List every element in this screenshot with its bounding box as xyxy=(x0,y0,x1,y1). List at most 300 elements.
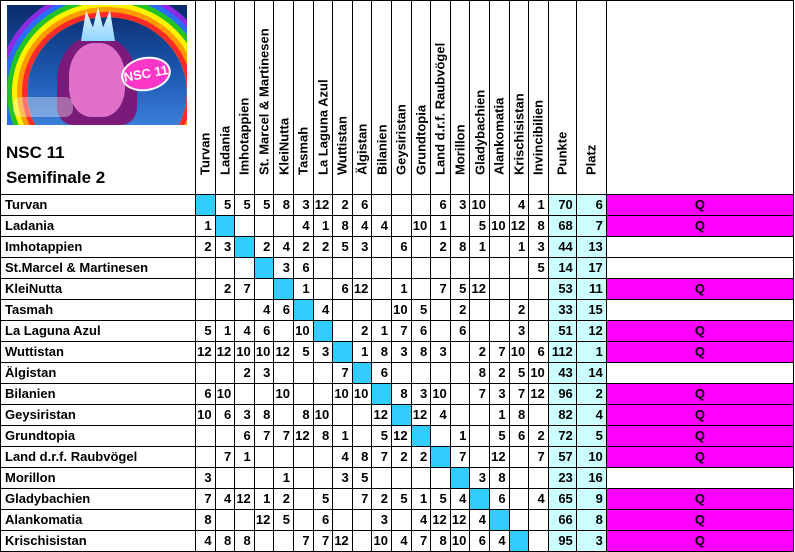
punkte-cell: 112 xyxy=(549,342,577,363)
vote-cell: 6 xyxy=(353,195,373,216)
vote-cell: 1 xyxy=(392,279,412,300)
vote-cell xyxy=(294,489,314,510)
vote-cell: 4 xyxy=(255,300,275,321)
punkte-cell: 43 xyxy=(549,363,577,384)
platz-cell: 2 xyxy=(577,384,607,405)
face-graphic xyxy=(69,43,125,117)
column-header xyxy=(372,0,392,195)
vote-cell xyxy=(372,195,392,216)
vote-cell: 12 xyxy=(274,342,294,363)
column-header-label: Alankomatia xyxy=(491,97,507,175)
vote-cell xyxy=(274,447,294,468)
platz-cell: 1 xyxy=(577,342,607,363)
punkte-cell: 44 xyxy=(549,237,577,258)
vote-cell: 4 xyxy=(216,489,236,510)
vote-cell: 8 xyxy=(490,468,510,489)
column-header xyxy=(412,0,432,195)
diagonal-cell xyxy=(333,342,353,363)
vote-cell: 3 xyxy=(372,510,392,531)
punkte-cell: 57 xyxy=(549,447,577,468)
column-header-label: La Laguna Azul xyxy=(315,79,331,175)
punkte-cell: 82 xyxy=(549,405,577,426)
diagonal-cell xyxy=(510,531,530,552)
row-country-name: Alankomatia xyxy=(0,510,196,531)
vote-cell xyxy=(470,321,490,342)
column-header-label: Tasmah xyxy=(295,126,311,175)
vote-cell xyxy=(431,300,451,321)
punkte-cell: 96 xyxy=(549,384,577,405)
vote-cell xyxy=(451,363,471,384)
vote-cell: 2 xyxy=(255,237,275,258)
row-country-name: Land d.r.f. Raubvögel xyxy=(0,447,196,468)
vote-cell: 3 xyxy=(490,384,510,405)
vote-cell: 8 xyxy=(294,405,314,426)
vote-cell: 4 xyxy=(294,216,314,237)
platz-cell: 16 xyxy=(577,468,607,489)
vote-cell: 5 xyxy=(333,237,353,258)
vote-cell xyxy=(314,468,334,489)
vote-cell: 6 xyxy=(510,426,530,447)
row-country-name: La Laguna Azul xyxy=(0,321,196,342)
vote-cell: 5 xyxy=(510,363,530,384)
vote-cell xyxy=(372,279,392,300)
vote-cell: 4 xyxy=(431,405,451,426)
vote-cell: 7 xyxy=(216,447,236,468)
vote-cell: 10 xyxy=(412,216,432,237)
vote-cell xyxy=(529,405,549,426)
vote-cell xyxy=(333,405,353,426)
vote-cell: 1 xyxy=(490,405,510,426)
qualified-badge: Q xyxy=(607,384,794,405)
vote-cell: 8 xyxy=(470,363,490,384)
vote-cell: 2 xyxy=(372,489,392,510)
vote-cell: 8 xyxy=(353,447,373,468)
vote-cell: 2 xyxy=(510,300,530,321)
platz-cell: 4 xyxy=(577,405,607,426)
vote-cell: 7 xyxy=(412,531,432,552)
vote-cell: 3 xyxy=(294,195,314,216)
vote-cell xyxy=(392,363,412,384)
vote-cell: 6 xyxy=(470,531,490,552)
vote-cell: 12 xyxy=(333,531,353,552)
vote-cell: 1 xyxy=(529,195,549,216)
qualified-badge xyxy=(607,468,794,489)
vote-cell xyxy=(529,279,549,300)
vote-cell: 2 xyxy=(451,300,471,321)
vote-cell: 3 xyxy=(274,258,294,279)
vote-cell xyxy=(333,489,353,510)
punkte-cell: 53 xyxy=(549,279,577,300)
vote-cell: 8 xyxy=(196,510,216,531)
vote-cell: 7 xyxy=(235,279,255,300)
vote-cell: 10 xyxy=(196,405,216,426)
vote-cell: 8 xyxy=(412,342,432,363)
row-country-name: Krischisistan xyxy=(0,531,196,552)
vote-cell: 5 xyxy=(255,195,275,216)
punkte-header-label: Punkte xyxy=(554,131,570,175)
qualified-badge: Q xyxy=(607,342,794,363)
vote-cell: 3 xyxy=(353,237,373,258)
column-header-label: Bilanien xyxy=(374,124,390,175)
vote-cell: 6 xyxy=(294,258,314,279)
vote-cell: 1 xyxy=(470,237,490,258)
vote-cell: 12 xyxy=(490,447,510,468)
vote-cell: 12 xyxy=(196,342,216,363)
vote-cell: 10 xyxy=(470,195,490,216)
qualified-badge: Q xyxy=(607,510,794,531)
column-header xyxy=(353,0,373,195)
punkte-cell: 66 xyxy=(549,510,577,531)
vote-cell: 3 xyxy=(255,363,275,384)
vote-cell xyxy=(451,384,471,405)
vote-cell: 5 xyxy=(470,216,490,237)
vote-cell: 5 xyxy=(451,279,471,300)
vote-cell: 7 xyxy=(372,447,392,468)
vote-cell xyxy=(470,426,490,447)
vote-cell xyxy=(216,510,236,531)
vote-cell: 3 xyxy=(470,468,490,489)
vote-cell: 4 xyxy=(235,321,255,342)
platz-cell: 8 xyxy=(577,510,607,531)
vote-cell xyxy=(451,258,471,279)
vote-cell: 7 xyxy=(490,342,510,363)
vote-cell: 7 xyxy=(470,384,490,405)
vote-cell: 10 xyxy=(490,216,510,237)
vote-cell: 10 xyxy=(392,300,412,321)
column-header xyxy=(294,0,314,195)
vote-cell: 2 xyxy=(353,321,373,342)
platz-cell: 5 xyxy=(577,426,607,447)
qualified-badge: Q xyxy=(607,216,794,237)
platz-cell: 14 xyxy=(577,363,607,384)
vote-cell: 6 xyxy=(412,321,432,342)
column-header xyxy=(314,0,334,195)
vote-cell: 2 xyxy=(529,426,549,447)
vote-cell xyxy=(510,510,530,531)
punkte-cell: 65 xyxy=(549,489,577,510)
vote-cell xyxy=(412,195,432,216)
vote-cell xyxy=(529,300,549,321)
qualified-badge: Q xyxy=(607,195,794,216)
diagonal-cell xyxy=(353,363,373,384)
vote-cell xyxy=(274,216,294,237)
vote-cell xyxy=(196,447,216,468)
vote-cell: 12 xyxy=(510,216,530,237)
vote-cell: 10 xyxy=(333,384,353,405)
vote-cell xyxy=(314,447,334,468)
vote-cell: 5 xyxy=(392,489,412,510)
vote-cell xyxy=(255,531,275,552)
vote-cell xyxy=(470,405,490,426)
vote-cell: 5 xyxy=(412,300,432,321)
vote-cell: 1 xyxy=(216,321,236,342)
vote-cell: 1 xyxy=(314,216,334,237)
row-country-name: Gladybachien xyxy=(0,489,196,510)
vote-cell xyxy=(490,237,510,258)
vote-cell: 5 xyxy=(372,426,392,447)
vote-cell xyxy=(510,489,530,510)
platz-cell: 9 xyxy=(577,489,607,510)
logo-badge: NSC 11 xyxy=(118,53,173,95)
column-header xyxy=(392,0,412,195)
vote-cell xyxy=(353,405,373,426)
vote-cell xyxy=(196,300,216,321)
column-header-label: Grundtopia xyxy=(413,104,429,175)
vote-cell: 10 xyxy=(510,342,530,363)
vote-cell: 4 xyxy=(372,216,392,237)
column-header-label: Land d.r.f. Raubvögel xyxy=(432,42,448,175)
column-header-label: Ladania xyxy=(217,125,233,175)
vote-cell xyxy=(412,468,432,489)
vote-cell: 8 xyxy=(431,531,451,552)
vote-cell xyxy=(529,531,549,552)
vote-cell xyxy=(255,384,275,405)
vote-cell: 3 xyxy=(216,237,236,258)
vote-cell: 6 xyxy=(314,510,334,531)
vote-cell: 7 xyxy=(392,321,412,342)
vote-cell xyxy=(294,468,314,489)
vote-cell xyxy=(274,363,294,384)
vote-cell xyxy=(294,510,314,531)
vote-cell: 3 xyxy=(392,342,412,363)
diagonal-cell xyxy=(372,384,392,405)
vote-cell xyxy=(510,258,530,279)
punkte-cell: 23 xyxy=(549,468,577,489)
vote-cell: 8 xyxy=(274,195,294,216)
vote-cell: 8 xyxy=(333,216,353,237)
vote-cell: 3 xyxy=(451,195,471,216)
scribble-graphic xyxy=(13,97,73,117)
vote-cell: 10 xyxy=(529,363,549,384)
vote-cell: 1 xyxy=(510,237,530,258)
vote-cell xyxy=(255,468,275,489)
vote-cell xyxy=(353,531,373,552)
column-header-label: Krischisistan xyxy=(511,93,527,175)
vote-cell xyxy=(255,216,275,237)
vote-cell: 10 xyxy=(216,384,236,405)
vote-cell: 1 xyxy=(451,426,471,447)
qualified-badge: Q xyxy=(607,531,794,552)
column-header xyxy=(490,0,510,195)
vote-cell xyxy=(235,216,255,237)
vote-cell: 2 xyxy=(392,447,412,468)
vote-cell xyxy=(529,321,549,342)
vote-cell: 7 xyxy=(196,489,216,510)
vote-cell: 1 xyxy=(353,342,373,363)
vote-cell xyxy=(451,342,471,363)
vote-cell: 4 xyxy=(412,510,432,531)
vote-cell: 1 xyxy=(255,489,275,510)
column-header-label: KleiNutta xyxy=(276,117,292,175)
vote-cell: 5 xyxy=(490,426,510,447)
vote-cell xyxy=(235,510,255,531)
row-country-name: Grundtopia xyxy=(0,426,196,447)
vote-cell: 6 xyxy=(216,405,236,426)
vote-cell xyxy=(372,237,392,258)
punkte-header xyxy=(549,0,577,195)
punkte-cell: 14 xyxy=(549,258,577,279)
vote-cell: 12 xyxy=(392,426,412,447)
vote-cell: 6 xyxy=(235,426,255,447)
vote-cell xyxy=(274,531,294,552)
vote-cell: 6 xyxy=(372,363,392,384)
vote-cell: 10 xyxy=(255,342,275,363)
vote-cell: 1 xyxy=(294,279,314,300)
vote-cell: 7 xyxy=(510,384,530,405)
vote-cell: 5 xyxy=(431,489,451,510)
vote-cell xyxy=(490,300,510,321)
column-header-label: St. Marcel & Martinesen xyxy=(256,28,272,175)
vote-cell: 10 xyxy=(235,342,255,363)
vote-cell: 1 xyxy=(372,321,392,342)
row-country-name: Bilanien xyxy=(0,384,196,405)
vote-cell: 10 xyxy=(314,405,334,426)
vote-cell xyxy=(216,426,236,447)
vote-cell xyxy=(235,258,255,279)
vote-cell xyxy=(529,468,549,489)
punkte-cell: 33 xyxy=(549,300,577,321)
diagonal-cell xyxy=(255,258,275,279)
vote-cell: 2 xyxy=(490,363,510,384)
vote-cell: 12 xyxy=(431,510,451,531)
vote-cell: 3 xyxy=(333,468,353,489)
vote-cell xyxy=(392,216,412,237)
vote-cell xyxy=(372,468,392,489)
vote-cell xyxy=(470,258,490,279)
title-box xyxy=(0,0,196,195)
vote-cell: 8 xyxy=(235,531,255,552)
vote-cell: 12 xyxy=(372,405,392,426)
vote-cell: 6 xyxy=(333,279,353,300)
crown-graphic xyxy=(81,7,115,41)
vote-cell xyxy=(216,468,236,489)
vote-cell: 7 xyxy=(529,447,549,468)
vote-cell xyxy=(372,300,392,321)
vote-cell xyxy=(294,384,314,405)
vote-cell xyxy=(333,300,353,321)
page-title: NSC 11 xyxy=(6,143,65,162)
vote-cell xyxy=(392,195,412,216)
vote-cell xyxy=(490,258,510,279)
vote-cell: 8 xyxy=(451,237,471,258)
vote-cell: 4 xyxy=(353,216,373,237)
qualified-badge xyxy=(607,300,794,321)
vote-cell xyxy=(353,426,373,447)
vote-cell: 12 xyxy=(529,384,549,405)
vote-cell xyxy=(470,447,490,468)
column-header xyxy=(235,0,255,195)
vote-cell: 10 xyxy=(431,384,451,405)
row-country-name: Wuttistan xyxy=(0,342,196,363)
vote-cell: 5 xyxy=(294,342,314,363)
vote-cell xyxy=(392,468,412,489)
vote-cell xyxy=(216,300,236,321)
vote-cell: 4 xyxy=(470,510,490,531)
vote-cell xyxy=(314,258,334,279)
punkte-cell: 70 xyxy=(549,195,577,216)
vote-cell: 4 xyxy=(333,447,353,468)
vote-cell: 12 xyxy=(470,279,490,300)
vote-cell xyxy=(255,447,275,468)
vote-cell: 4 xyxy=(490,531,510,552)
vote-cell: 6 xyxy=(196,384,216,405)
vote-cell: 3 xyxy=(314,342,334,363)
vote-cell xyxy=(353,510,373,531)
column-header xyxy=(333,0,353,195)
diagonal-cell xyxy=(216,216,236,237)
vote-cell xyxy=(314,279,334,300)
vote-cell xyxy=(431,468,451,489)
vote-cell: 10 xyxy=(451,531,471,552)
row-country-name: Älgistan xyxy=(0,363,196,384)
vote-cell xyxy=(196,363,216,384)
diagonal-cell xyxy=(490,510,510,531)
vote-cell xyxy=(353,300,373,321)
vote-cell: 3 xyxy=(412,384,432,405)
vote-cell xyxy=(372,258,392,279)
vote-cell: 8 xyxy=(255,405,275,426)
diagonal-cell xyxy=(470,489,490,510)
vote-cell xyxy=(235,384,255,405)
column-header-label: Wuttistan xyxy=(334,116,350,175)
qualified-badge: Q xyxy=(607,489,794,510)
vote-cell xyxy=(392,510,412,531)
platz-cell: 10 xyxy=(577,447,607,468)
vote-cell: 8 xyxy=(510,405,530,426)
vote-cell: 3 xyxy=(235,405,255,426)
column-header xyxy=(529,0,549,195)
vote-cell: 3 xyxy=(510,321,530,342)
vote-cell: 10 xyxy=(294,321,314,342)
vote-cell: 1 xyxy=(333,426,353,447)
vote-cell xyxy=(333,258,353,279)
diagonal-cell xyxy=(412,426,432,447)
vote-cell: 5 xyxy=(235,195,255,216)
vote-cell: 2 xyxy=(274,489,294,510)
qualified-badge: Q xyxy=(607,447,794,468)
vote-cell: 12 xyxy=(255,510,275,531)
vote-cell: 6 xyxy=(392,237,412,258)
vote-cell xyxy=(510,447,530,468)
vote-cell: 1 xyxy=(431,216,451,237)
vote-cell: 2 xyxy=(412,447,432,468)
vote-cell xyxy=(333,321,353,342)
vote-cell xyxy=(431,426,451,447)
vote-cell xyxy=(235,300,255,321)
column-header xyxy=(216,0,236,195)
vote-cell: 2 xyxy=(235,363,255,384)
vote-cell xyxy=(196,258,216,279)
column-header xyxy=(510,0,530,195)
vote-cell: 8 xyxy=(392,384,412,405)
vote-cell xyxy=(412,279,432,300)
diagonal-cell xyxy=(294,300,314,321)
vote-cell: 2 xyxy=(470,342,490,363)
vote-cell: 6 xyxy=(255,321,275,342)
qualified-badge xyxy=(607,363,794,384)
vote-cell xyxy=(353,258,373,279)
vote-cell: 7 xyxy=(353,489,373,510)
row-country-name: Imhotappien xyxy=(0,237,196,258)
vote-cell xyxy=(431,258,451,279)
vote-cell: 7 xyxy=(255,426,275,447)
vote-cell: 5 xyxy=(529,258,549,279)
vote-cell: 5 xyxy=(353,468,373,489)
qualified-badge: Q xyxy=(607,321,794,342)
vote-cell: 2 xyxy=(294,237,314,258)
vote-cell: 12 xyxy=(314,195,334,216)
column-header-label: Älgistan xyxy=(354,123,370,175)
